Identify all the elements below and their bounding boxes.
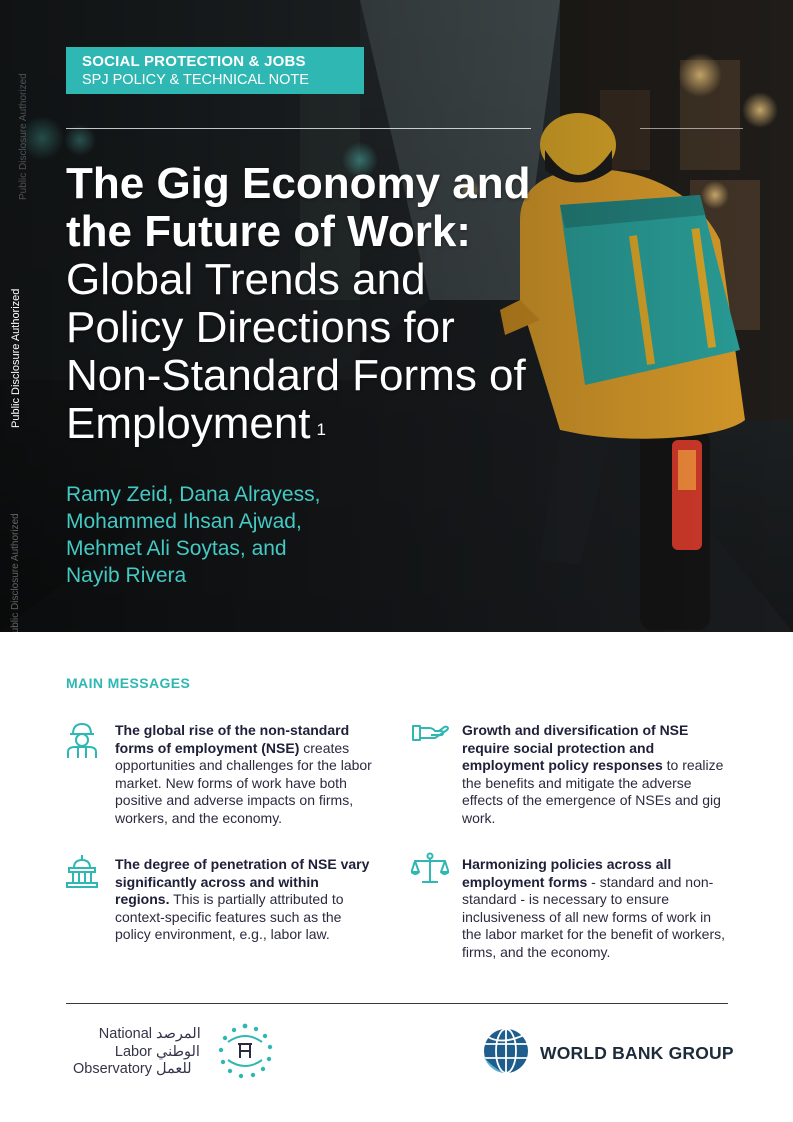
message-text: This is partially attributed to context-specific features such as the policy environment, e.g., labor law. [115, 891, 344, 942]
scales-icon [411, 852, 449, 886]
institution-icon [64, 854, 100, 890]
title-regular-part: Global Trends and Policy Directions for Non-Standard Forms of Employment [66, 255, 526, 448]
divider [66, 128, 531, 129]
document-title [66, 160, 536, 448]
message-lead: The degree of penetration of NSE vary significantly across and within regions. [115, 856, 370, 907]
open-hand-icon [411, 718, 451, 744]
author-line: Mohammed Ihsan Ajwad, [66, 510, 302, 533]
nlo-name-line: Observatory [73, 1061, 152, 1077]
title-footnote-mark: 1 [316, 420, 327, 439]
disclosure-label-faint: Public Disclosure Authorized [18, 73, 29, 200]
message-lead: Growth and diversification of NSE require social protection and employment policy responses [462, 722, 689, 773]
badge-line-2: SPJ POLICY & TECHNICAL NOTE [82, 72, 309, 88]
nlo-name-line: الوطني [156, 1043, 200, 1060]
message-text: creates opportunities and challenges for the labor market. New forms of work have both positive and adverse impacts on firms, workers, and the economy. [115, 739, 372, 826]
nlo-logo-arabic [156, 1026, 216, 1079]
divider [640, 128, 743, 129]
message-text: - standard and non-standard - is necessary to ensure inclusiveness of all new forms of work in the labor market for the benefit of workers, firms, and the economy. [462, 873, 726, 960]
series-badge [66, 47, 364, 94]
main-message [462, 856, 730, 961]
nlo-emblem-icon [216, 1022, 274, 1080]
main-message [115, 856, 377, 944]
footer-divider [66, 1003, 728, 1004]
main-message [115, 722, 375, 827]
title-bold-part: The Gig Economy and the Future of Work: [66, 159, 531, 256]
author-line: Mehmet Ali Soytas, and [66, 537, 287, 560]
message-lead: Harmonizing policies across all employment forms [462, 856, 672, 890]
author-list [66, 481, 396, 589]
main-message [462, 722, 730, 827]
nlo-name-line: National [98, 1026, 152, 1042]
nlo-logo-english [56, 1026, 152, 1079]
world-bank-wordmark: WORLD BANK GROUP [540, 1043, 734, 1063]
section-heading: MAIN MESSAGES [66, 675, 191, 691]
author-line: Nayib Rivera [66, 564, 187, 587]
nlo-name-line: المرصد [156, 1026, 201, 1042]
author-line: Ramy Zeid, Dana Alrayess, [66, 483, 321, 506]
worker-icon [64, 720, 100, 760]
nlo-name-line: للعمل [156, 1061, 192, 1077]
disclosure-label-faint: Public Disclosure Authorized [10, 513, 21, 640]
message-lead: The global rise of the non-standard forms of employment (NSE) [115, 722, 350, 756]
message-text: to realize the benefits and mitigate the adverse effects of the emergence of NSEs and gig work. [462, 757, 724, 826]
disclosure-label: Public Disclosure Authorized [10, 288, 22, 428]
badge-line-1: SOCIAL PROTECTION & JOBS [82, 53, 306, 70]
nlo-name-line: Labor [114, 1043, 152, 1060]
world-bank-globe-icon [482, 1027, 530, 1075]
